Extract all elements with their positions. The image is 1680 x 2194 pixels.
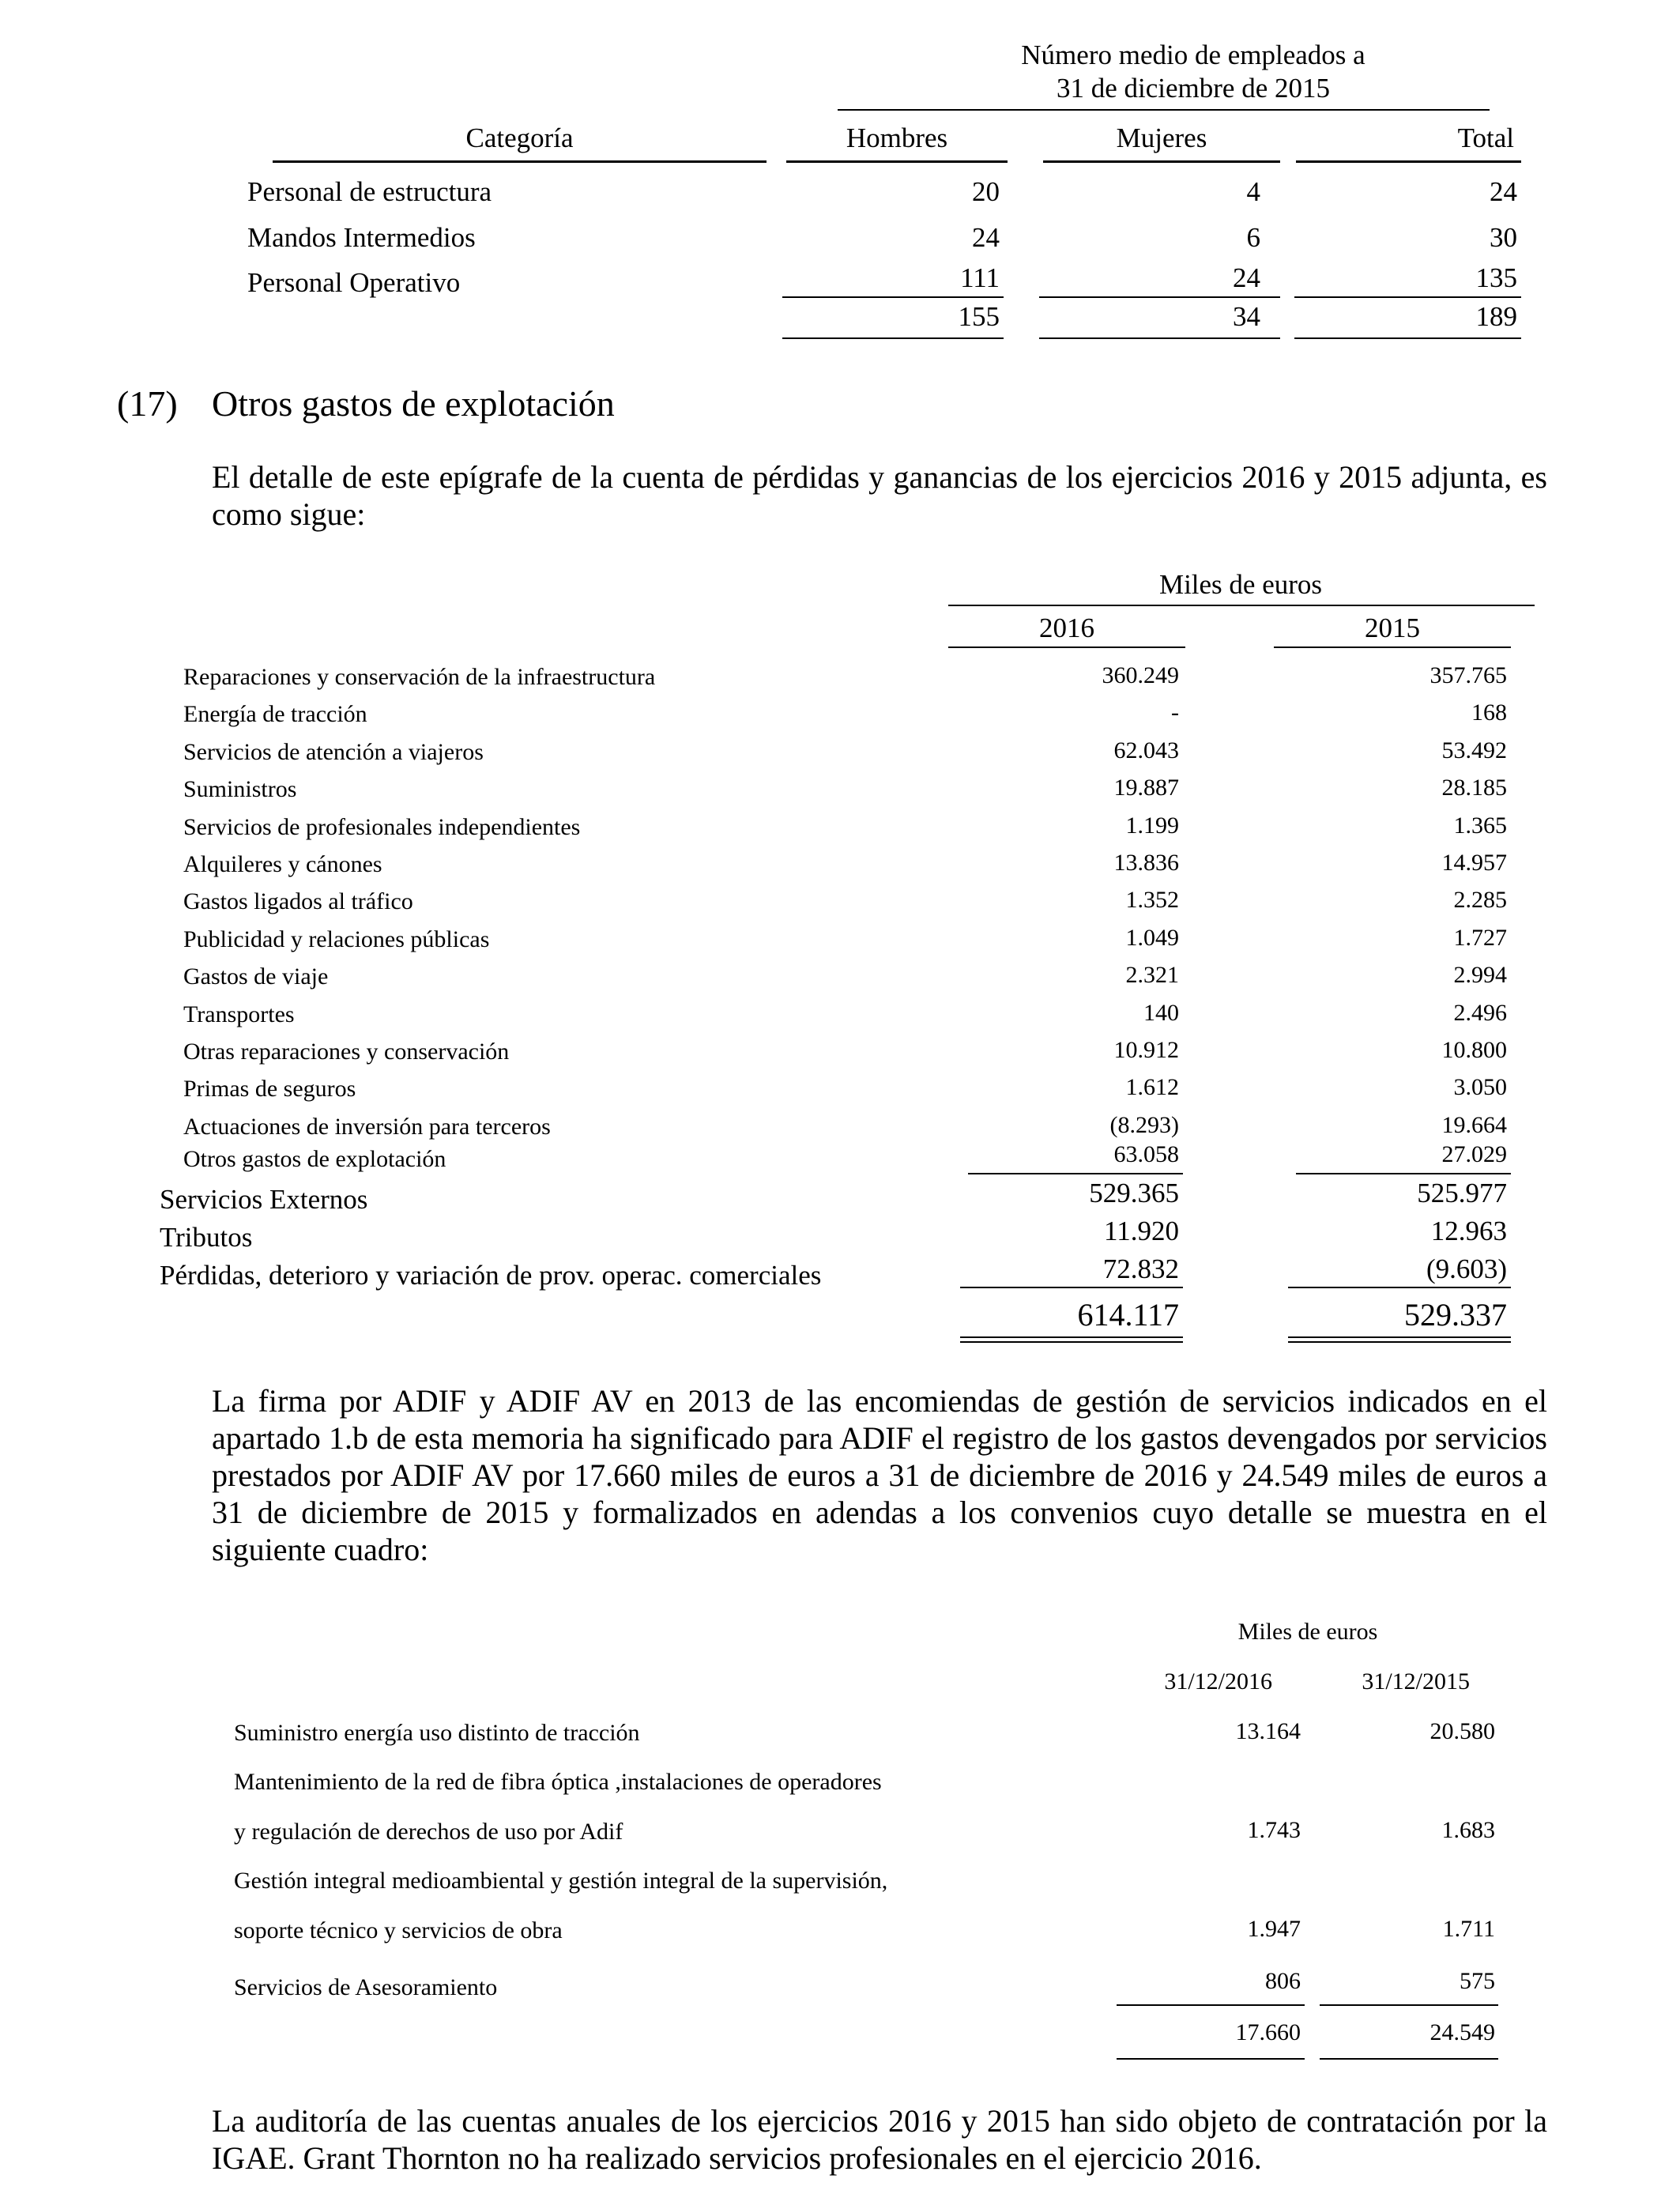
- total-women: 34: [1233, 301, 1260, 332]
- header-rule: [273, 160, 767, 163]
- subtotal-rule: [1039, 296, 1280, 298]
- summary-2016: 529.365: [1089, 1178, 1179, 1208]
- double-rule: [960, 1336, 1183, 1338]
- subtotal-rule: [1296, 1173, 1511, 1174]
- total-men: 155: [958, 301, 1000, 332]
- row-2015: 1.683: [1441, 1817, 1495, 1843]
- col-2015: 31/12/2015: [1362, 1668, 1470, 1695]
- summary-label: Pérdidas, deterioro y variación de prov. operac. comerciales: [160, 1260, 822, 1291]
- header-rule: [948, 647, 1185, 648]
- subtotal-rule: [782, 296, 1004, 298]
- subtotal-rule: [1320, 2004, 1498, 2006]
- expense-2015: 1.727: [1453, 924, 1507, 951]
- subtotal-rule: [1117, 2004, 1305, 2006]
- summary-label: Tributos: [160, 1222, 253, 1253]
- summary-2015: 525.977: [1417, 1178, 1507, 1208]
- expense-label: Servicios de profesionales independientes: [183, 813, 581, 840]
- header-rule: [1296, 160, 1521, 163]
- expense-2016: 10.912: [1113, 1037, 1179, 1063]
- summary-2016: 72.832: [1102, 1253, 1179, 1284]
- paragraph-audit: La auditoría de las cuentas anuales de los ejercicios 2016 y 2015 han sido objeto de contratación por la IGAE. Grant Thornton no ha realizado servicios profesionales en el ejercicio 2016.: [212, 2103, 1547, 2176]
- expense-2015: 168: [1471, 699, 1507, 726]
- expense-2015: 357.765: [1430, 662, 1507, 688]
- employees-header-line2: 31 de diciembre de 2015: [1056, 73, 1330, 104]
- row-women: 6: [1246, 222, 1260, 253]
- expense-2016: 1.199: [1125, 812, 1179, 839]
- total-total: 189: [1475, 301, 1517, 332]
- expense-2016: 1.352: [1125, 887, 1179, 914]
- expense-label: Publicidad y relaciones públicas: [183, 925, 490, 952]
- double-rule: [960, 1341, 1183, 1343]
- expense-2015: 28.185: [1441, 775, 1507, 801]
- summary-2016: 11.920: [1104, 1216, 1179, 1246]
- expense-label: Alquileres y cánones: [183, 851, 382, 877]
- header-rule: [1274, 647, 1511, 648]
- summary-label: Servicios Externos: [160, 1184, 368, 1215]
- header-rule: [1043, 160, 1280, 163]
- section-number: (17): [117, 383, 178, 424]
- expense-label: Energía de tracción: [183, 701, 367, 728]
- expense-label: Gastos ligados al tráfico: [183, 888, 413, 915]
- header-rule: [838, 109, 1490, 111]
- paragraph-adif: La firma por ADIF y ADIF AV en 2013 de las encomiendas de gestión de servicios indicados en el apartado 1.b de esta memoria ha significado para ADIF el registro de los gastos devengados por servicios prestados por ADIF AV por 17.660 miles de euros a 31 de diciembre de 2016 y 24.549 miles de euros a 31 de diciembre de 2015 y formalizados en adendas a los convenios cuyo detalle se muestra en el siguiente cuadro:: [212, 1383, 1547, 1567]
- col-total: Total: [1457, 123, 1514, 153]
- expense-2016: 2.321: [1125, 962, 1179, 989]
- col-2015: 2015: [1365, 613, 1420, 643]
- row-label: Servicios de Asesoramiento: [234, 1974, 498, 2000]
- subtotal-rule: [1294, 296, 1521, 298]
- expense-2015: 2.994: [1453, 962, 1507, 989]
- row-2015: 575: [1460, 1968, 1495, 1994]
- col-women: Mujeres: [1116, 123, 1207, 153]
- subtotal-rule: [968, 1173, 1183, 1174]
- total-rule: [1294, 337, 1521, 339]
- unit-header: Miles de euros: [1158, 569, 1323, 600]
- total-rule: [1117, 2058, 1305, 2060]
- section-title: Otros gastos de explotación: [212, 383, 615, 424]
- unit-header: Miles de euros: [1237, 1619, 1378, 1645]
- col-men: Hombres: [846, 123, 948, 153]
- employees-header-line1: Número medio de empleados a: [1021, 40, 1365, 70]
- row-total: 135: [1475, 262, 1517, 293]
- expense-label: Gastos de viaje: [183, 963, 329, 990]
- total-2016: 614.117: [1077, 1297, 1179, 1333]
- section-intro: El detalle de este epígrafe de la cuenta de pérdidas y ganancias de los ejercicios 2016 y 2015 adjunta, es como sigue:: [212, 459, 1547, 532]
- expense-2015: 19.664: [1441, 1111, 1507, 1138]
- expense-2015: 10.800: [1441, 1037, 1507, 1063]
- subtotal-rule: [960, 1287, 1183, 1288]
- row-2016: 13.164: [1235, 1718, 1301, 1744]
- expense-2016: 13.836: [1113, 850, 1179, 876]
- expense-2015: 14.957: [1441, 850, 1507, 876]
- row-label: Mantenimiento de la red de fibra óptica ,instalaciones de operadores: [234, 1769, 882, 1795]
- row-category: Mandos Intermedios: [247, 222, 476, 253]
- expense-2016: 62.043: [1113, 737, 1179, 763]
- header-rule: [948, 605, 1535, 606]
- total-rule: [782, 337, 1004, 339]
- double-rule: [1288, 1336, 1511, 1338]
- expense-2016: 360.249: [1102, 662, 1179, 688]
- expense-2016: -: [1171, 699, 1179, 726]
- row-label-cont: soporte técnico y servicios de obra: [234, 1917, 563, 1943]
- expense-2016: 1.612: [1125, 1074, 1179, 1101]
- expense-2015: 2.285: [1453, 887, 1507, 914]
- summary-2015: 12.963: [1430, 1216, 1507, 1246]
- total-2015: 529.337: [1404, 1297, 1507, 1333]
- expense-label: Suministros: [183, 776, 297, 803]
- row-category: Personal Operativo: [247, 267, 461, 298]
- row-women: 24: [1233, 262, 1260, 293]
- expense-2015: 2.496: [1453, 999, 1507, 1026]
- expense-2015: 27.029: [1441, 1141, 1507, 1168]
- row-men: 20: [972, 176, 1000, 207]
- expense-2016: 19.887: [1113, 775, 1179, 801]
- expense-label: Servicios de atención a viajeros: [183, 738, 484, 765]
- expense-label: Actuaciones de inversión para terceros: [183, 1113, 551, 1140]
- total-2015: 24.549: [1430, 2019, 1495, 2045]
- expense-2016: (8.293): [1109, 1111, 1179, 1138]
- expense-2016: 140: [1143, 999, 1179, 1026]
- row-2015: 20.580: [1430, 1718, 1495, 1744]
- expense-2015: 1.365: [1453, 812, 1507, 839]
- row-men: 24: [972, 222, 1000, 253]
- row-women: 4: [1246, 176, 1260, 207]
- row-label-cont: y regulación de derechos de uso por Adif: [234, 1819, 623, 1845]
- row-2016: 806: [1265, 1968, 1301, 1994]
- expense-2016: 63.058: [1113, 1141, 1179, 1168]
- row-total: 24: [1490, 176, 1517, 207]
- col-2016: 2016: [1039, 613, 1094, 643]
- row-label: Gestión integral medioambiental y gestión integral de la supervisión,: [234, 1868, 888, 1894]
- row-men: 111: [960, 262, 1000, 293]
- col-2016: 31/12/2016: [1164, 1668, 1272, 1695]
- total-rule: [1320, 2058, 1498, 2060]
- expense-2016: 1.049: [1125, 924, 1179, 951]
- header-rule: [786, 160, 1008, 163]
- row-2015: 1.711: [1442, 1916, 1495, 1942]
- expense-label: Primas de seguros: [183, 1076, 356, 1103]
- subtotal-rule: [1288, 1287, 1511, 1288]
- total-rule: [1039, 337, 1280, 339]
- row-label: Suministro energía uso distinto de tracción: [234, 1720, 640, 1746]
- expense-label: Otros gastos de explotación: [183, 1146, 446, 1173]
- row-category: Personal de estructura: [247, 176, 492, 207]
- expense-label: Otras reparaciones y conservación: [183, 1039, 510, 1065]
- row-total: 30: [1490, 222, 1517, 253]
- expense-2015: 53.492: [1441, 737, 1507, 763]
- double-rule: [1288, 1341, 1511, 1343]
- expense-label: Transportes: [183, 1001, 295, 1027]
- summary-2015: (9.603): [1426, 1253, 1507, 1284]
- col-category: Categoría: [465, 123, 574, 153]
- row-2016: 1.743: [1247, 1817, 1301, 1843]
- expense-2015: 3.050: [1453, 1074, 1507, 1101]
- total-2016: 17.660: [1235, 2019, 1301, 2045]
- expense-label: Reparaciones y conservación de la infraestructura: [183, 664, 656, 690]
- row-2016: 1.947: [1247, 1916, 1301, 1942]
